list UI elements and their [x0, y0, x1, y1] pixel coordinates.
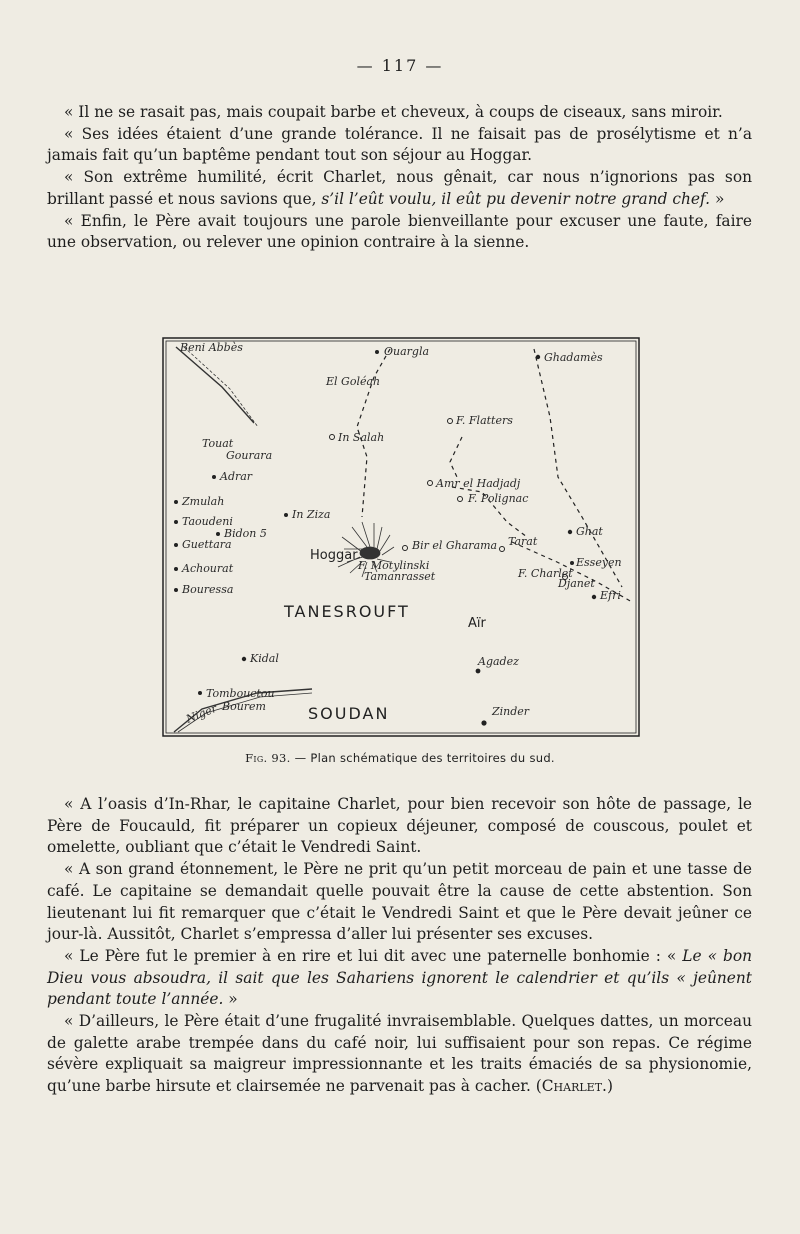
label-agadez: Agadez: [478, 655, 519, 668]
paragraph: [47, 1011, 752, 1098]
label-achourat: Achourat: [182, 562, 234, 575]
bottom-text-block: [47, 794, 752, 1098]
label-niger: Niger: [184, 701, 219, 726]
label-amr-el-hadjadj: Amr el Hadjadj: [436, 477, 521, 490]
label-f-polignac: F. Polignac: [468, 492, 529, 505]
map-figure: [162, 337, 640, 739]
label-efri: Efri: [600, 589, 621, 602]
top-text-block: [47, 102, 752, 254]
label-tombouctou: Tombouctou: [206, 687, 275, 700]
label-tarat: Tarat: [508, 535, 538, 548]
label-tamanrasset: Tamanrasset: [364, 570, 436, 583]
page-number: — 117 —: [356, 56, 444, 75]
paragraph-italic: s’il l’eût voulu, il eût pu devenir notre grand chef.: [321, 189, 711, 208]
paragraph-text: »: [710, 189, 725, 208]
wadi-line: [176, 347, 254, 423]
paragraph-italic: Le « bon Dieu vous absoudra, il sait que les Sahariens ignorent le calendrier et qu’ils « jeûnent pendant toute l’année.: [47, 946, 752, 1009]
paragraph: [47, 946, 752, 1011]
label-in-salah: In Salah: [338, 431, 385, 444]
label-bourem: Bourem: [222, 700, 266, 713]
figure-number: Fig. 93.: [245, 751, 291, 765]
label-flatters: F. Flatters: [456, 414, 513, 427]
label-bouressa: Bouressa: [182, 583, 234, 596]
label-ghadames: Ghadamès: [544, 351, 603, 364]
paragraph: « A l’oasis d’In-Rhar, le capitaine Charlet, pour bien recevoir son hôte de passage, le Père de Foucauld, fit préparer un copieux déjeuner, composé de couscous, poulet et omelette, oubliant que c’était le Vendredi Saint.: [47, 795, 752, 857]
label-air: Aïr: [468, 616, 486, 631]
label-touat: Touat: [202, 437, 234, 450]
paragraph-text: »: [223, 990, 238, 1009]
paragraph: « A son grand étonnement, le Père ne prit qu’un petit morceau de pain et une tasse de café. Le capitaine se demandait quelle pouvait être la cause de cette abstention. Son lieutenant lui fit remarquer que c’était le Vendredi Saint et que le Père devait jeûner ce jour-là. Aussitôt, Charlet s’empressa d’aller lui présenter ses excuses.: [47, 860, 752, 944]
label-beni-abbes: Beni Abbès: [180, 341, 243, 354]
border-line: [450, 437, 462, 477]
label-hoggar: Hoggar: [310, 548, 358, 563]
map-svg: [162, 337, 640, 739]
label-f-charlet: F. Charlet: [518, 567, 573, 580]
label-guettara: Guettara: [182, 538, 232, 551]
border-line: [534, 349, 622, 587]
label-djanet: Djanet: [558, 577, 595, 590]
paragraph: « Ses idées étaient d’une grande tolérance. Il ne faisait pas de prosélytisme et n’a jamais fait qu’un baptême pendant tout son séjour au Hoggar.: [47, 124, 752, 165]
label-ouargla: Ouargla: [384, 345, 430, 358]
label-soudan: SOUDAN: [308, 704, 390, 723]
paragraph-text: « D’ailleurs, le Père était d’une frugalité invraisemblable. Quelques dattes, un morceau de galette arabe trempée dans du café noir, lui suffisaient pour son repas. Ce régime sévère expliquait sa maigreur impressionnante et les traits émaciés de sa physionomie, qu’une barbe hirsute et clairsemée ne parvenait pas à cacher.: [47, 1012, 752, 1096]
paragraph: « Il ne se rasait pas, mais coupait barbe et cheveux, à coups de ciseaux, sans miroir.: [64, 103, 723, 121]
paragraph-text: « Le Père fut le premier à en rire et lui dit avec une paternelle bonhomie : «: [64, 946, 683, 965]
paragraph: [47, 167, 752, 210]
label-tanesrouft: TANESROUFT: [284, 602, 410, 621]
label-bidon-5: Bidon 5: [224, 527, 267, 540]
label-in-ziza: In Ziza: [292, 508, 331, 521]
caption-dash: —: [290, 751, 311, 765]
label-f-motylinski: F. Motylinski: [358, 559, 430, 572]
label-ghat: Ghat: [576, 525, 603, 538]
label-zmulah: Zmulah: [182, 495, 225, 508]
label-adrar: Adrar: [220, 470, 253, 483]
label-taoudeni: Taoudeni: [182, 515, 233, 528]
label-bir-el-gharama: Bir el Gharama: [412, 539, 498, 552]
label-gourara: Gourara: [226, 449, 273, 462]
attribution: (Charlet.): [535, 1077, 613, 1096]
label-el-golea: El Goléah: [326, 375, 381, 388]
paragraph: « Enfin, le Père avait toujours une parole bienveillante pour excuser une faute, faire une observation, ou relever une opinion contraire à la sienne.: [47, 211, 752, 252]
figure-caption: [0, 751, 800, 765]
label-esseyen: Esseyen: [576, 556, 622, 569]
caption-text: Plan schématique des territoires du sud.: [310, 751, 555, 765]
label-zinder: Zinder: [492, 705, 530, 718]
label-kidal: Kidal: [250, 652, 279, 665]
paragraph-text: « Son extrême humilité, écrit Charlet, nous gênait, car nous n’ignorions pas son brillant passé et nous savions que,: [47, 168, 752, 208]
